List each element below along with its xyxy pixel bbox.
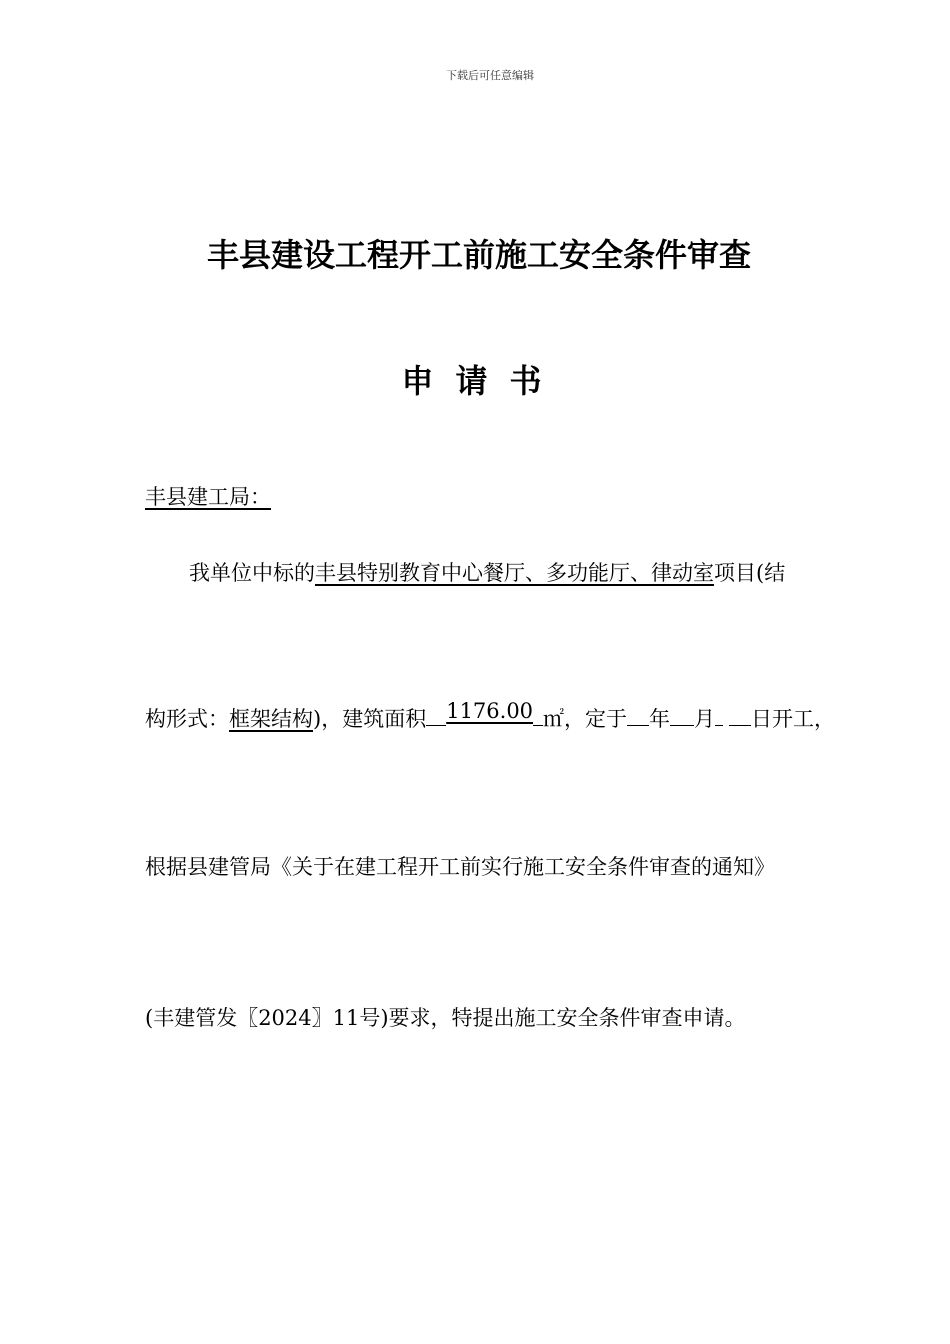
building-area: 1176.00 [446,699,534,723]
line1-prefix: 我单位中标的 [189,561,315,585]
day-label: 日开工， [751,707,836,731]
line2-mid: )，建筑面积 [313,707,427,731]
addressee-line [145,482,271,512]
paragraph-line-1 [189,558,785,588]
line2-prefix: 构形式： [145,707,229,731]
document-title: 丰县建设工程开工前施工安全条件审查 [206,236,751,274]
paragraph-line-3: 根据县建管局《关于在建工程开工前实行施工安全条件审查的通知》 [145,855,775,879]
paragraph-line-2 [145,699,836,734]
day-blank-a [715,705,723,726]
year-blank [627,705,649,726]
paragraph-line-4: (丰建管发〖2024〗11号)要求，特提出施工安全条件审查申请。 [145,1006,746,1030]
project-name: 丰县特别教育中心餐厅、多功能厅、律动室 [315,561,714,585]
month-label: 月 [694,707,716,731]
area-unit: ㎡，定于 [543,707,628,731]
area-blank-tail [533,705,543,726]
year-label: 年 [649,707,671,731]
line1-suffix: 项目(结 [714,561,786,585]
document-subtitle: 申请书 [401,362,564,400]
structure-type: 框架结构 [229,707,313,731]
area-blank-lead [426,705,446,726]
addressee: 丰县建工局： [145,485,271,509]
header-note: 下载后可任意编辑 [446,69,534,82]
day-blank-b [729,705,751,726]
month-blank [670,705,694,726]
